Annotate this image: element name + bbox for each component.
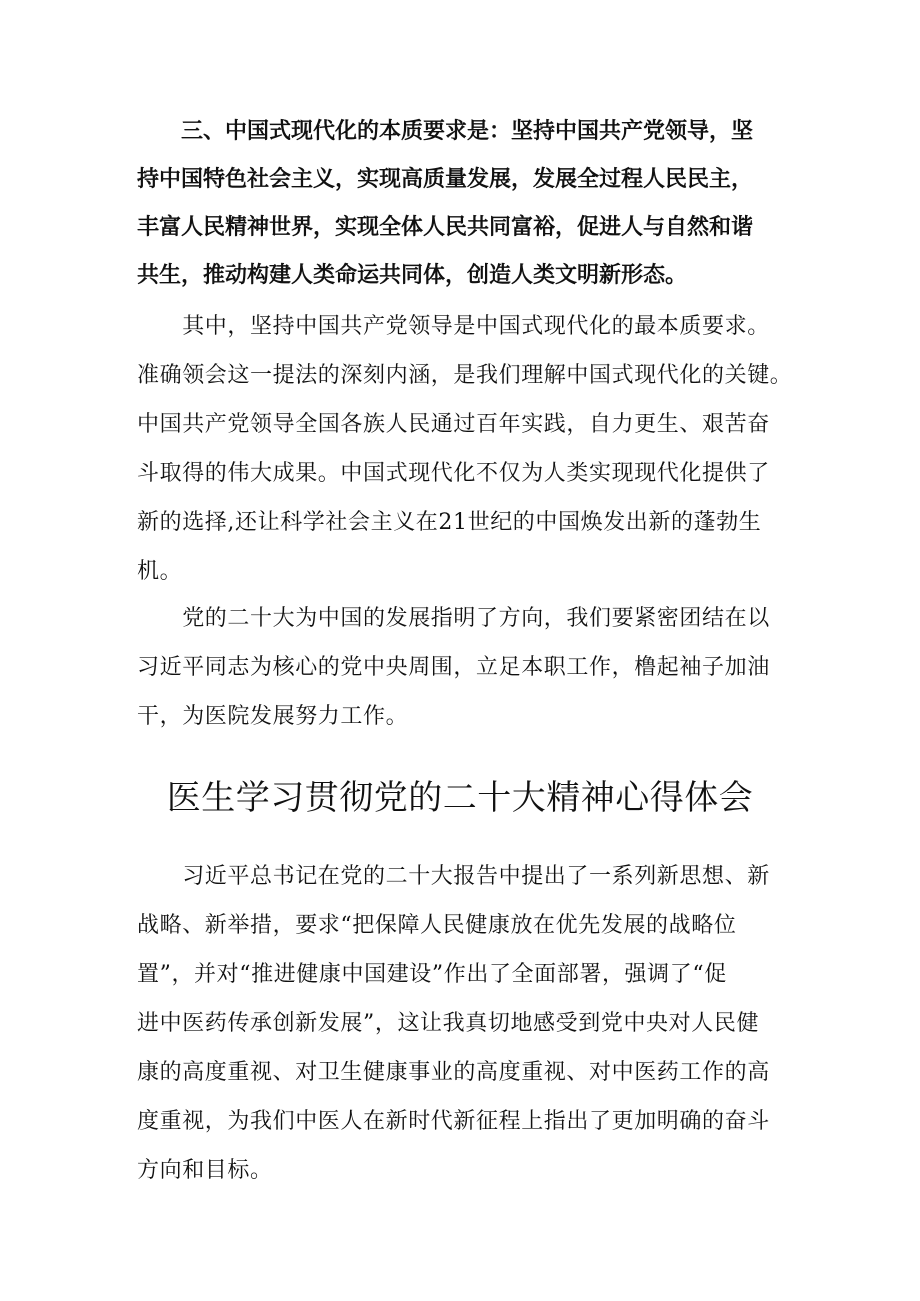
text-line: 习近平同志为核心的党中央周围，立足本职工作，橹起袖子加油	[137, 655, 770, 680]
text-line: 准确领会这一提法的深刻内涵，是我们理解中国式现代化的关键。	[137, 363, 793, 388]
text-line: 度重视，为我们中医人在新时代新征程上指出了更加明确的奋斗	[137, 1109, 770, 1134]
text-line: 机。	[137, 559, 183, 584]
text-line: 干，为医院发展努力工作。	[137, 704, 409, 729]
text-line: 新的选择,还让科学社会主义在21世纪的中国焕发出新的蓬勃生	[137, 510, 762, 535]
text-line: 方向和目标。	[137, 1158, 273, 1183]
body-paragraph-1	[137, 302, 797, 596]
section-3-paragraph	[137, 108, 797, 300]
text-line: 习近平总书记在党的二十大报告中提出了一系列新思想、新	[137, 864, 770, 889]
text-line: 持中国特色社会主义，实现高质量发展，发展全过程人民民主，	[137, 167, 754, 192]
text-line: 斗取得的伟大成果。中国式现代化不仅为人类实现现代化提供了	[137, 461, 770, 486]
article-title: 医生学习贯彻党的二十大精神心得体会	[166, 778, 754, 818]
text-line: 共生，推动构建人类命运共同体，创造人类文明新形态。	[137, 263, 688, 288]
text-line: 战略、新举措，要求“把保障人民健康放在优先发展的战略位	[137, 913, 737, 938]
text-line: 置”，并对“推进健康中国建设”作出了全面部署，强调了“促	[137, 962, 727, 987]
text-line: 其中，坚持中国共产党领导是中国式现代化的最本质要求。	[137, 314, 770, 339]
body-paragraph-3	[137, 852, 797, 1195]
text-line: 党的二十大为中国的发展指明了方向，我们要紧密团结在以	[137, 606, 770, 631]
body-paragraph-2	[137, 594, 797, 741]
text-line: 康的高度重视、对卫生健康事业的高度重视、对中医药工作的高	[137, 1060, 770, 1085]
text-line: 三、中国式现代化的本质要求是：坚持中国共产党领导，坚	[137, 119, 754, 144]
text-line: 中国共产党领导全国各族人民通过百年实践，自力更生、艰苦奋	[137, 412, 770, 437]
text-line: 丰富人民精神世界，实现全体人民共同富裕，促进人与自然和谐	[137, 215, 754, 240]
text-line: 进中医药传承创新发展”，这让我真切地感受到党中央对人民健	[137, 1011, 760, 1036]
